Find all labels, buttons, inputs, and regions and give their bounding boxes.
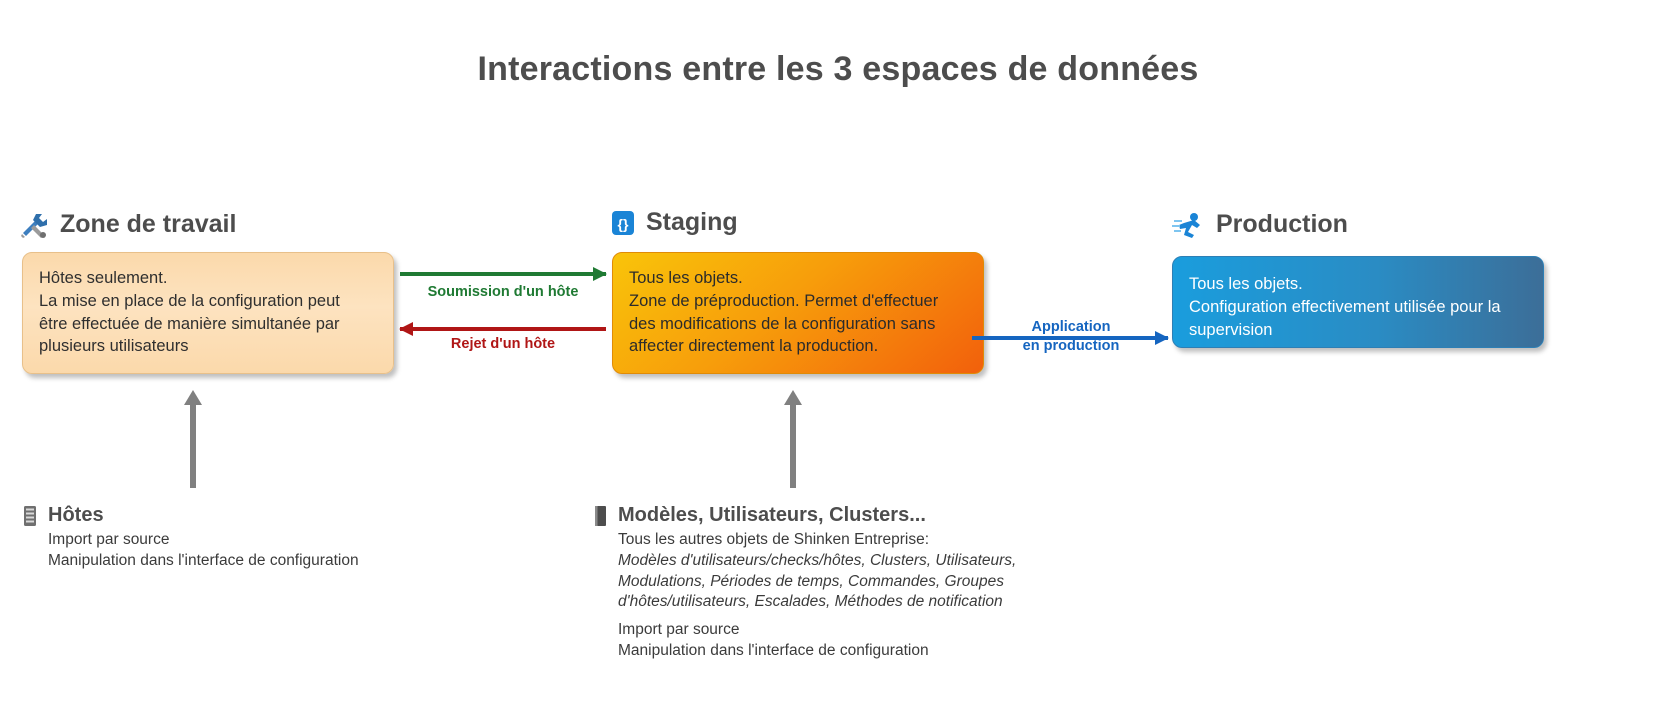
section-heading-models — [594, 504, 926, 527]
arrow-models-to-staging — [790, 390, 796, 488]
box-staging-line-4: affecter directement la production. — [629, 337, 879, 356]
section-heading-hosts — [22, 504, 104, 527]
arrow-label-submit-host: Soumission d'un hôte — [427, 284, 579, 300]
box-production-line-3: supervision — [1189, 320, 1273, 339]
arrow-label-apply-line-2: en production — [1022, 337, 1120, 354]
arrow-label-apply-production — [968, 318, 1174, 355]
box-staging — [612, 252, 984, 374]
section-models-extra-line-1: Import par source — [618, 621, 740, 638]
box-staging-line-1: Tous les objets. — [629, 269, 743, 287]
box-workspace-line-2: La mise en place de la configuration peut — [39, 291, 340, 310]
arrow-head — [593, 267, 607, 281]
arrow-head — [399, 322, 413, 336]
section-body-models-extra — [618, 620, 1038, 662]
page-title: Interactions entre les 3 espaces de données — [477, 50, 1199, 88]
box-production-line-1: Tous les objets. — [1189, 275, 1303, 293]
arrow-hosts-to-workspace — [190, 390, 196, 488]
arrow-reject-host — [400, 327, 606, 331]
section-models-extra-line-2: Manipulation dans l'interface de configuration — [618, 641, 929, 659]
section-models-italic-line-3: d'hôtes/utilisateurs, Escalades, Méthodes de notification — [618, 593, 1003, 611]
section-heading-label: Modèles, Utilisateurs, Clusters... — [618, 504, 926, 526]
box-workspace-line-3: être effectuée de manière simultanée par — [39, 314, 340, 333]
arrow-head — [784, 390, 802, 405]
arrow-shaft — [400, 327, 606, 331]
zone-heading-production — [1172, 210, 1348, 239]
arrow-shaft — [790, 404, 796, 488]
arrow-label-reject-host: Rejet d'un hôte — [450, 336, 556, 352]
section-models-intro: Tous les autres objets de Shinken Entreprise: — [618, 531, 930, 548]
arrow-submit-host — [400, 272, 606, 276]
box-staging-line-2: Zone de préproduction. Permet d'effectuer — [629, 291, 939, 310]
box-production — [1172, 256, 1544, 348]
section-body-models — [618, 530, 1038, 613]
zone-heading-workspace — [20, 210, 236, 239]
section-models-italic-line-2: Modulations, Périodes de temps, Commandes, Groupes — [618, 572, 1004, 590]
section-models-italic-line-1: Modèles d'utilisateurs/checks/hôtes, Clusters, Utilisateurs, — [618, 551, 1017, 569]
runner-icon — [1172, 211, 1206, 239]
arrow-shaft — [190, 404, 196, 488]
box-workspace-line-1: Hôtes seulement. — [39, 269, 168, 287]
arrow-label-apply-line-1: Application — [1031, 319, 1111, 335]
tools-icon — [20, 211, 50, 239]
server-icon — [22, 505, 38, 527]
svg-text:{}: {} — [617, 215, 629, 232]
box-workspace — [22, 252, 394, 374]
box-staging-line-3: des modifications de la configuration sans — [629, 314, 936, 333]
zone-heading-label: Production — [1216, 210, 1348, 238]
box-workspace-line-4: plusieurs utilisateurs — [39, 337, 189, 356]
arrow-head — [184, 390, 202, 405]
database-staging-icon — [610, 209, 636, 237]
arrow-shaft — [400, 272, 606, 276]
section-body-hosts — [48, 530, 548, 572]
section-heading-label: Hôtes — [48, 504, 104, 526]
zone-heading-staging — [610, 208, 738, 237]
section-hosts-line-1: Import par source — [48, 531, 170, 548]
box-production-line-2: Configuration effectivement utilisée pour la — [1189, 297, 1501, 316]
document-icon — [594, 505, 608, 527]
section-hosts-line-2: Manipulation dans l'interface de configuration — [48, 551, 359, 569]
zone-heading-label: Staging — [646, 208, 738, 236]
zone-heading-label: Zone de travail — [60, 210, 237, 238]
